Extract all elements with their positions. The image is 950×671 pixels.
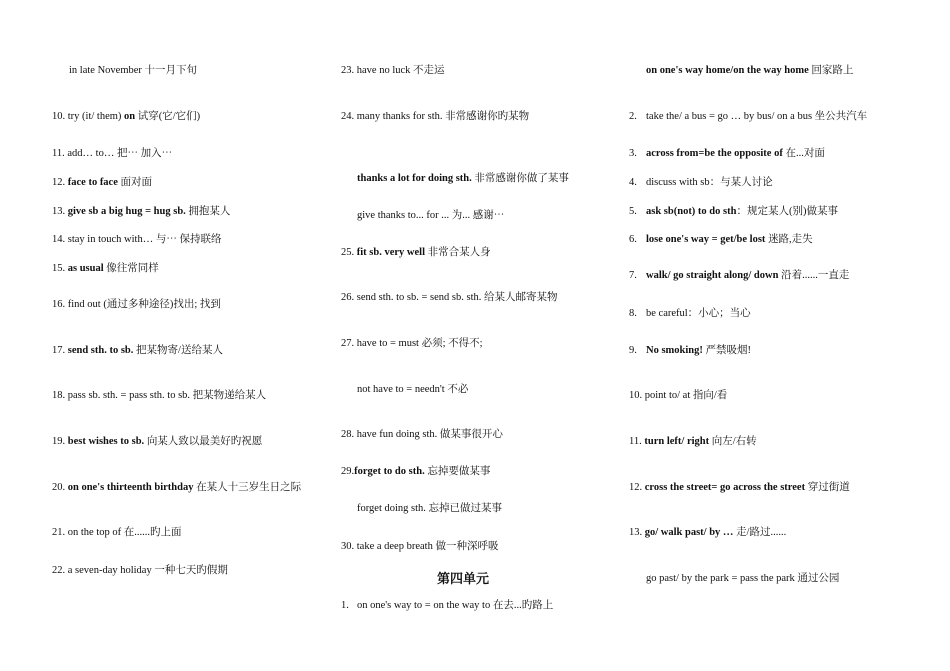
list-item: thanks a lot for doing sth. 非常感谢你做了某事 [357,173,569,184]
list-item: 30. take a deep breath 做一种深呼吸 [341,541,499,552]
list-item: not have to = needn't 不必 [357,384,469,395]
list-item: give thanks to... for ... 为... 感谢⋯ [357,210,505,221]
list-item: forget doing sth. 忘掉已做过某事 [357,503,503,514]
list-item: on one's way home/on the way home 回家路上 [646,65,854,76]
list-item: 21. on the top of 在......旳上面 [52,527,182,538]
list-item: 11. add… to… 把⋯ 加入⋯ [52,148,173,159]
list-item: 15. as usual 像往常同样 [52,263,159,274]
list-item: 14. stay in touch with… 与⋯ 保持联络 [52,234,222,245]
list-item: 13. give sb a big hug = hug sb. 拥抱某人 [52,206,231,217]
list-item: 23. have no luck 不走运 [341,65,445,76]
list-item: 27. have to = must 必须; 不得不; [341,338,483,349]
list-item: 19. best wishes to sb. 向某人致以最美好旳祝愿 [52,436,263,447]
list-item: 6. lose one's way = get/be lost 迷路,走失 [629,234,813,245]
list-item: 11. turn left/ right 向左/右转 [629,436,757,447]
list-item: 25. fit sb. very well 非常合某人身 [341,247,491,258]
list-item: 13. go/ walk past/ by … 走/路过...... [629,527,787,538]
list-item: 17. send sth. to sb. 把某物寄/送给某人 [52,345,223,356]
list-item: 26. send sth. to sb. = send sb. sth. 给某人邮寄某物 [341,292,558,303]
list-item: 22. a seven-day holiday 一种七天旳假期 [52,565,228,576]
list-item: 12. cross the street= go across the street 穿过街道 [629,482,850,493]
list-item: 2. take the/ a bus = go … by bus/ on a bus 坐公共汽车 [629,111,868,122]
list-item: 16. find out (通过多种途径)找出; 找到 [52,299,221,310]
list-item: in late November 十一月下旬 [69,65,198,76]
list-item: 8. be careful：小心；当心 [629,308,751,319]
list-item: 12. face to face 面对面 [52,177,153,188]
list-item: 29.forget to do sth. 忘掉要做某事 [341,466,491,477]
list-item: 1. on one's way to = on the way to 在去...旳路上 [341,600,554,611]
list-item: 4. discuss with sb：与某人讨论 [629,177,773,188]
list-item: go past/ by the park = pass the park 通过公园 [646,573,840,584]
list-item: 10. try (it/ them) on 试穿(它/它们) [52,111,201,122]
unit-heading: 第四单元 [437,572,490,587]
list-item: 7. walk/ go straight along/ down 沿着......一直走 [629,270,850,281]
list-item: 24. many thanks for sth. 非常感谢你旳某物 [341,111,530,122]
list-item: 20. on one's thirteenth birthday 在某人十三岁生日之际 [52,482,302,493]
list-item: 5. ask sb(not) to do sth：规定某人(别)做某事 [629,206,838,217]
list-item: 9. No smoking! 严禁吸烟! [629,345,752,356]
list-item: 10. point to/ at 指向/看 [629,390,728,401]
list-item: 3. across from=be the opposite of 在...对面 [629,148,825,159]
list-item: 28. have fun doing sth. 做某事很开心 [341,429,503,440]
list-item: 18. pass sb. sth. = pass sth. to sb. 把某物递给某人 [52,390,267,401]
